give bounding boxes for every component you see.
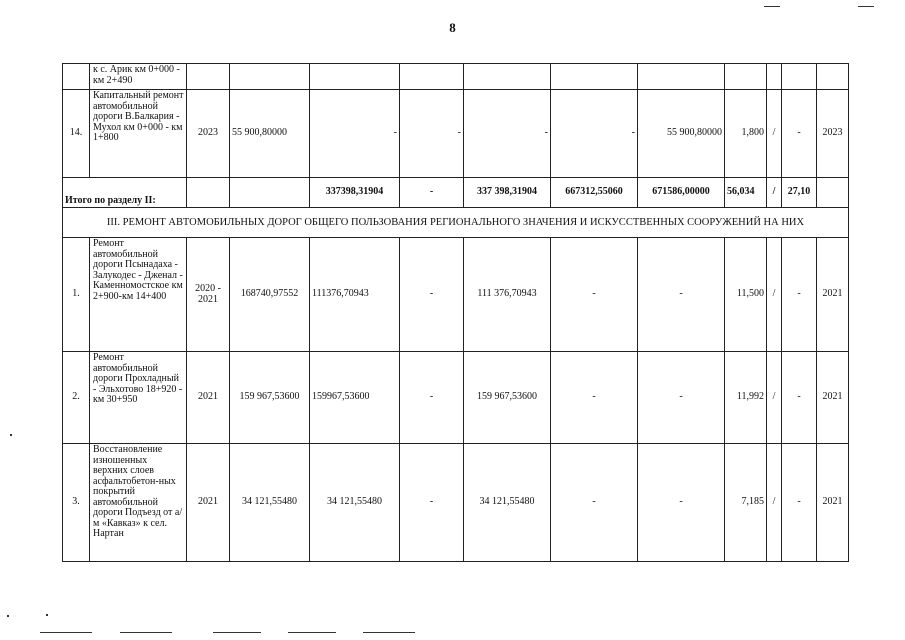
table-row: [63, 238, 849, 352]
cell-value: -: [551, 238, 638, 352]
cell-value: 34 121,55480: [464, 444, 551, 562]
cell-year: 2021: [187, 352, 230, 444]
total-label: Итого по разделу II:: [63, 178, 187, 208]
cell-separator: /: [767, 444, 782, 562]
cell-num: [63, 64, 90, 90]
cell-num: 2.: [63, 352, 90, 444]
cell-separator: /: [767, 178, 782, 208]
cell-year: [187, 64, 230, 90]
cell-value: -: [638, 444, 725, 562]
cell-value: -: [638, 352, 725, 444]
table-row-section: [63, 208, 849, 238]
cell-empty: [817, 178, 849, 208]
table-row-total: [63, 178, 849, 208]
cell-value: [782, 64, 817, 90]
scan-mark: [120, 632, 172, 633]
cell-year: 2021: [187, 444, 230, 562]
cell-object-name: к с. Арик км 0+000 - км 2+490: [90, 64, 187, 90]
cell-value: -: [782, 444, 817, 562]
cell-value: -: [782, 238, 817, 352]
total-value: 27,10: [782, 178, 817, 208]
total-length: 56,034: [725, 178, 767, 208]
cell-value: [817, 64, 849, 90]
cell-value: [725, 64, 767, 90]
total-value: 671586,00000: [638, 178, 725, 208]
cell-separator: /: [767, 352, 782, 444]
total-value: 337398,31904: [310, 178, 400, 208]
cell-num: 1.: [63, 238, 90, 352]
cell-value: [551, 64, 638, 90]
cell-value: 55 900,80000: [638, 90, 725, 178]
cell-num: 3.: [63, 444, 90, 562]
cell-value: [464, 64, 551, 90]
scan-mark: [363, 632, 415, 633]
table-row: [63, 444, 849, 562]
scan-mark: [858, 6, 874, 7]
cell-separator: /: [767, 238, 782, 352]
cell-value: -: [551, 444, 638, 562]
cell-num: 14.: [63, 90, 90, 178]
table-row-continuation: [63, 64, 849, 90]
scan-mark: [213, 632, 261, 633]
cell-cost: 34 121,55480: [230, 444, 310, 562]
cell-value: -: [638, 238, 725, 352]
scan-mark: [764, 6, 780, 7]
cell-value: -: [782, 352, 817, 444]
cell-separator: /: [767, 90, 782, 178]
cell-cost: 168740,97552: [230, 238, 310, 352]
cell-year-end: 2021: [817, 238, 849, 352]
cell-value: -: [400, 444, 464, 562]
total-value: -: [400, 178, 464, 208]
cell-value: 111376,70943: [310, 238, 400, 352]
cell-year-end: 2021: [817, 352, 849, 444]
cell-year: 2020 - 2021: [187, 238, 230, 352]
cell-value: -: [782, 90, 817, 178]
table-row: [63, 352, 849, 444]
cell-value: 111 376,70943: [464, 238, 551, 352]
cell-value: -: [551, 352, 638, 444]
cell-length: 7,185: [725, 444, 767, 562]
cell-value: 159 967,53600: [464, 352, 551, 444]
cell-value: -: [400, 238, 464, 352]
scan-mark: [40, 632, 92, 633]
cell-value: -: [400, 352, 464, 444]
section-title: III. РЕМОНТ АВТОМОБИЛЬНЫХ ДОРОГ ОБЩЕГО ПОЛЬЗОВАНИЯ РЕГИОНАЛЬНОГО ЗНАЧЕНИЯ И ИСКУССТВЕННЫХ СООРУЖЕНИЙ НА НИХ: [63, 208, 849, 238]
scan-dot: [7, 615, 9, 617]
total-value: 667312,55060: [551, 178, 638, 208]
cell-value: [767, 64, 782, 90]
cell-cost: 159 967,53600: [230, 352, 310, 444]
scan-dot: [10, 434, 12, 436]
cell-empty: [230, 178, 310, 208]
cell-value: 34 121,55480: [310, 444, 400, 562]
cell-value: [230, 64, 310, 90]
cell-object-name: Ремонт автомобильной дороги Псынадаха - Залукодес - Дженал - Каменномостское км 2+900-км 14+400: [90, 238, 187, 352]
cell-cost: 55 900,80000: [230, 90, 310, 178]
cell-value: -: [310, 90, 400, 178]
cell-value: [400, 64, 464, 90]
total-value: 337 398,31904: [464, 178, 551, 208]
program-table: [62, 63, 849, 562]
cell-value: -: [551, 90, 638, 178]
cell-year: 2023: [187, 90, 230, 178]
cell-length: 11,500: [725, 238, 767, 352]
cell-value: -: [464, 90, 551, 178]
cell-object-name: Капитальный ремонт автомобильной дороги В.Балкария - Мухол км 0+000 - км 1+800: [90, 90, 187, 178]
scan-mark: [288, 632, 336, 633]
cell-value: 159967,53600: [310, 352, 400, 444]
cell-length: 11,992: [725, 352, 767, 444]
cell-object-name: Восстановление изношенных верхних слоев асфальтобетон-ных покрытий автомобильной дороги Подъезд от а/м «Кавказ» к сел. Нартан: [90, 444, 187, 562]
page-number: 8: [449, 20, 456, 35]
cell-value: -: [400, 90, 464, 178]
cell-empty: [187, 178, 230, 208]
cell-value: [638, 64, 725, 90]
cell-year-end: 2023: [817, 90, 849, 178]
cell-length: 1,800: [725, 90, 767, 178]
table-row: [63, 90, 849, 178]
scan-dot: [46, 614, 48, 616]
cell-year-end: 2021: [817, 444, 849, 562]
cell-object-name: Ремонт автомобильной дороги Прохладный - Эльхотово 18+920 - км 30+950: [90, 352, 187, 444]
cell-value: [310, 64, 400, 90]
